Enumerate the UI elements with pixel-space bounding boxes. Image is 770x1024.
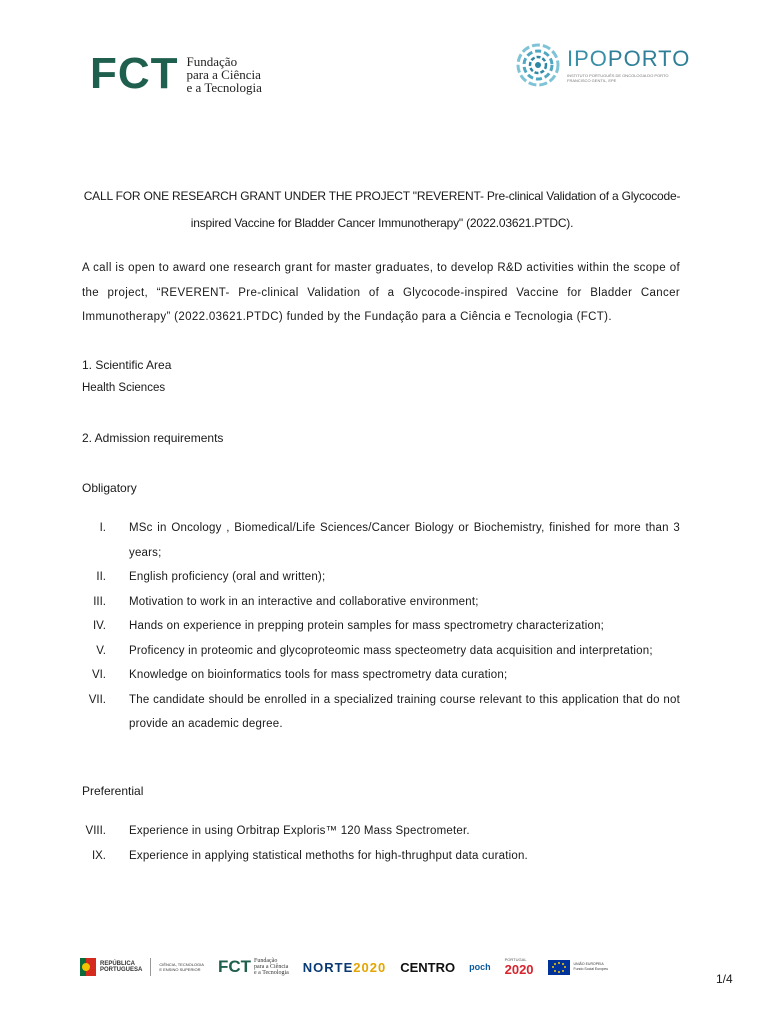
obligatory-heading: Obligatory xyxy=(82,481,137,495)
list-item xyxy=(82,688,680,737)
list-item xyxy=(82,639,680,664)
footer-fct-logo xyxy=(218,957,289,977)
list-item-number: VII. xyxy=(88,693,106,706)
list-item-text: Hands on experience in prepping protein samples for mass spectrometry characterization; xyxy=(129,620,605,632)
fct-logo-text xyxy=(187,55,262,94)
ipo-name-a: IPO xyxy=(567,45,608,71)
section-heading-admission: 2. Admission requirements xyxy=(82,431,224,445)
list-item-number: IV. xyxy=(92,620,106,632)
preferential-list xyxy=(82,819,680,868)
ipo-name-b: PORTO xyxy=(607,45,691,71)
footer-logos xyxy=(80,954,650,980)
list-item-text: Motivation to work in an interactive and collaborative environment; xyxy=(129,595,479,608)
portugal-shield-icon xyxy=(80,958,96,976)
fct-logo-mark: FCT xyxy=(90,49,179,98)
intro-paragraph: A call is open to award one research grant for master graduates, to develop R&D activities within the scope of the project, “REVERENT- Pre-clinical Validation of a Glycocode-inspired Vaccine for Bladder Cancer Immunotherapy” (2022.03621.PTDC) funded by the Fundação para a Ciência e Tecnologia (FCT). xyxy=(82,262,680,323)
footer-text: Fundo Social Europeu xyxy=(573,967,609,971)
eu-logo xyxy=(548,960,609,975)
fct-logo-line: e a Tecnologia xyxy=(186,79,262,95)
footer-text: e a Tecnologia xyxy=(254,970,289,976)
ipo-porto-subtitle: INSTITUTO PORTUGUÊS DE ONCOLOGIA DO PORTO FRANCISCO GENTIL, EPE xyxy=(567,72,669,83)
list-item-number: III. xyxy=(93,595,106,608)
list-item xyxy=(82,844,680,869)
portugal-label: PORTUGAL xyxy=(504,957,527,962)
ipo-spiral-icon xyxy=(515,42,561,88)
footer-text: para a Ciência xyxy=(254,964,289,970)
portugal-2020-year: 2020 xyxy=(504,962,534,977)
page-number: 1/4 xyxy=(716,972,733,986)
centro-2020-logo xyxy=(400,960,455,975)
list-item-number: II. xyxy=(96,571,106,583)
centro-text: CENTRO xyxy=(400,959,456,975)
preferential-heading: Preferential xyxy=(82,784,144,798)
norte-2020-logo xyxy=(303,960,386,975)
list-item xyxy=(82,614,680,639)
portugal-2020-logo xyxy=(505,957,534,977)
footer-text: CIÊNCIA, TECNOLOGIA xyxy=(159,962,204,967)
footer-text: REPÚBLICA xyxy=(100,961,136,967)
list-item-number: IX. xyxy=(91,849,106,862)
norte-year: 2020 xyxy=(353,959,387,975)
document-title xyxy=(82,183,682,237)
scientific-area-value: Health Sciences xyxy=(82,382,166,394)
list-item-number: VIII. xyxy=(85,825,106,837)
list-item xyxy=(82,663,680,688)
list-item-number: I. xyxy=(99,522,106,534)
title-line: inspired Vaccine for Bladder Cancer Immunotherapy" (2022.03621.PTDC). xyxy=(190,216,574,230)
list-item xyxy=(82,565,680,590)
republica-portuguesa-logo xyxy=(80,958,204,976)
footer-text: UNIÃO EUROPEIA xyxy=(573,962,604,966)
poch-logo xyxy=(469,962,491,972)
norte-text: NORTE xyxy=(302,959,354,975)
list-item-number: V. xyxy=(96,644,106,657)
footer-text: Fundação xyxy=(254,958,278,964)
footer-fct-mark: FCT xyxy=(217,957,251,976)
poch-text: poch xyxy=(469,962,491,972)
title-line: CALL FOR ONE RESEARCH GRANT UNDER THE PROJECT "REVERENT- Pre-clinical Validation of a Glycocode- xyxy=(83,189,681,203)
list-item-text: Knowledge on bioinformatics tools for mass spectrometry data curation; xyxy=(129,669,508,681)
list-item-text: Experience in applying statistical methoths for high-thrughput data curation. xyxy=(129,849,528,862)
section-heading-scientific-area: 1. Scientific Area xyxy=(82,358,172,372)
list-item-text: MSc in Oncology , Biomedical/Life Sciences/Cancer Biology or Biochemistry, finished for more than 3 years; xyxy=(129,522,680,559)
list-item-text: Proficency in proteomic and glycoproteomic mass specteometry data acquisition and interpretation; xyxy=(129,644,653,657)
list-item-text: Experience in using Orbitrap Exploris™ 120 Mass Spectrometer. xyxy=(129,825,470,837)
list-item xyxy=(82,590,680,615)
footer-text: PORTUGUESA xyxy=(100,967,143,973)
eu-flag-icon xyxy=(548,960,570,975)
list-item-text: The candidate should be enrolled in a specialized training course relevant to this application that do not provide an academic degree. xyxy=(129,693,680,730)
ipo-porto-name xyxy=(567,45,691,71)
fct-logo-line: Fundação xyxy=(186,53,238,69)
ipo-porto-logo xyxy=(515,42,690,88)
fct-logo-line: para a Ciência xyxy=(186,66,261,82)
list-item xyxy=(82,819,680,844)
obligatory-list xyxy=(82,516,680,737)
list-item xyxy=(82,516,680,565)
fct-logo xyxy=(90,49,262,98)
list-item-number: VI. xyxy=(91,669,106,681)
list-item-text: English proficiency (oral and written); xyxy=(129,571,326,583)
footer-text: E ENSINO SUPERIOR xyxy=(159,967,201,972)
